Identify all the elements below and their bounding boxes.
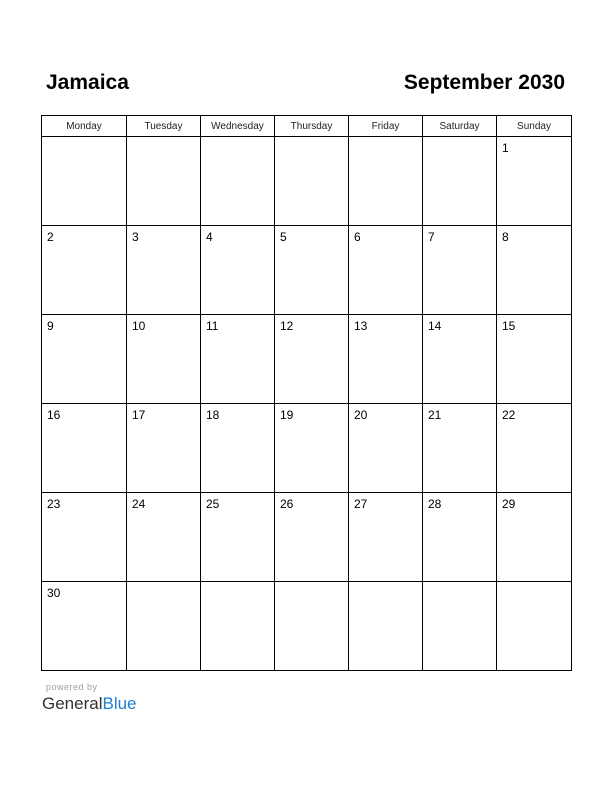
day-number: 30	[47, 586, 61, 600]
week-row	[42, 493, 572, 582]
day-cell	[127, 315, 201, 404]
day-cell	[201, 137, 275, 226]
day-number: 18	[206, 408, 220, 422]
day-number: 1	[502, 141, 509, 155]
weekday-header-wednesday: Wednesday	[201, 116, 275, 137]
generalblue-logo[interactable]	[42, 693, 137, 715]
week-row	[42, 226, 572, 315]
day-number	[497, 582, 571, 586]
week-row	[42, 404, 572, 493]
weekday-header-sunday: Sunday	[497, 116, 572, 137]
day-number: 22	[502, 408, 516, 422]
day-number	[127, 137, 200, 141]
day-number: 13	[354, 319, 368, 333]
month-year-title: September 2030	[403, 71, 565, 94]
brand-blue-text: Blue	[102, 694, 137, 713]
day-cell	[497, 404, 572, 493]
day-number	[423, 137, 496, 141]
day-cell	[201, 493, 275, 582]
day-cell	[275, 493, 349, 582]
day-number: 20	[354, 408, 368, 422]
week-row	[42, 137, 572, 226]
day-number	[201, 137, 274, 141]
day-cell	[349, 582, 423, 671]
day-cell	[275, 226, 349, 315]
day-cell	[497, 226, 572, 315]
day-cell	[127, 226, 201, 315]
day-number: 6	[354, 230, 361, 244]
day-cell	[349, 137, 423, 226]
day-cell	[42, 315, 127, 404]
weekday-header-friday: Friday	[349, 116, 423, 137]
day-cell	[275, 582, 349, 671]
day-cell	[497, 137, 572, 226]
day-number: 26	[280, 497, 294, 511]
day-number: 28	[428, 497, 442, 511]
day-number: 15	[502, 319, 516, 333]
day-number: 29	[502, 497, 516, 511]
day-cell	[497, 493, 572, 582]
day-number: 25	[206, 497, 220, 511]
day-number: 7	[428, 230, 435, 244]
brand-general-text: General	[42, 694, 103, 713]
day-cell	[275, 404, 349, 493]
powered-by-label: powered by	[46, 682, 98, 692]
day-cell	[201, 404, 275, 493]
day-cell	[127, 493, 201, 582]
weekday-header-row	[42, 116, 572, 137]
day-cell	[201, 582, 275, 671]
day-number: 14	[428, 319, 442, 333]
day-cell	[423, 137, 497, 226]
day-number: 17	[132, 408, 146, 422]
day-cell	[349, 493, 423, 582]
day-cell	[42, 404, 127, 493]
day-cell	[201, 315, 275, 404]
day-cell	[423, 404, 497, 493]
day-cell	[127, 404, 201, 493]
day-cell	[423, 493, 497, 582]
day-number: 2	[47, 230, 54, 244]
day-cell	[349, 315, 423, 404]
day-number	[423, 582, 496, 586]
day-number: 3	[132, 230, 139, 244]
day-cell	[423, 315, 497, 404]
day-cell	[349, 404, 423, 493]
day-number	[349, 137, 422, 141]
day-number: 16	[47, 408, 61, 422]
day-cell	[127, 137, 201, 226]
day-cell	[127, 582, 201, 671]
day-number: 11	[206, 319, 219, 333]
day-number: 12	[280, 319, 294, 333]
day-cell	[42, 493, 127, 582]
day-number: 5	[280, 230, 287, 244]
day-number: 24	[132, 497, 146, 511]
day-number: 10	[132, 319, 146, 333]
day-number: 19	[280, 408, 294, 422]
weekday-header-monday: Monday	[42, 116, 127, 137]
weekday-header-tuesday: Tuesday	[127, 116, 201, 137]
week-row	[42, 582, 572, 671]
weekday-header-saturday: Saturday	[423, 116, 497, 137]
day-number	[275, 582, 348, 586]
day-cell	[42, 226, 127, 315]
day-cell	[42, 137, 127, 226]
day-cell	[497, 582, 572, 671]
day-number: 9	[47, 319, 54, 333]
country-title: Jamaica	[46, 71, 129, 94]
day-number	[42, 137, 126, 141]
day-cell	[42, 582, 127, 671]
day-cell	[497, 315, 572, 404]
day-cell	[349, 226, 423, 315]
day-number: 23	[47, 497, 61, 511]
day-cell	[275, 315, 349, 404]
day-number: 27	[354, 497, 368, 511]
day-cell	[201, 226, 275, 315]
day-number	[349, 582, 422, 586]
calendar-grid	[41, 115, 572, 671]
day-cell	[275, 137, 349, 226]
day-number: 21	[428, 408, 442, 422]
day-cell	[423, 582, 497, 671]
day-number	[275, 137, 348, 141]
weekday-header-thursday: Thursday	[275, 116, 349, 137]
day-number: 4	[206, 230, 213, 244]
day-number: 8	[502, 230, 509, 244]
day-number	[201, 582, 274, 586]
day-cell	[423, 226, 497, 315]
week-row	[42, 315, 572, 404]
day-number	[127, 582, 200, 586]
